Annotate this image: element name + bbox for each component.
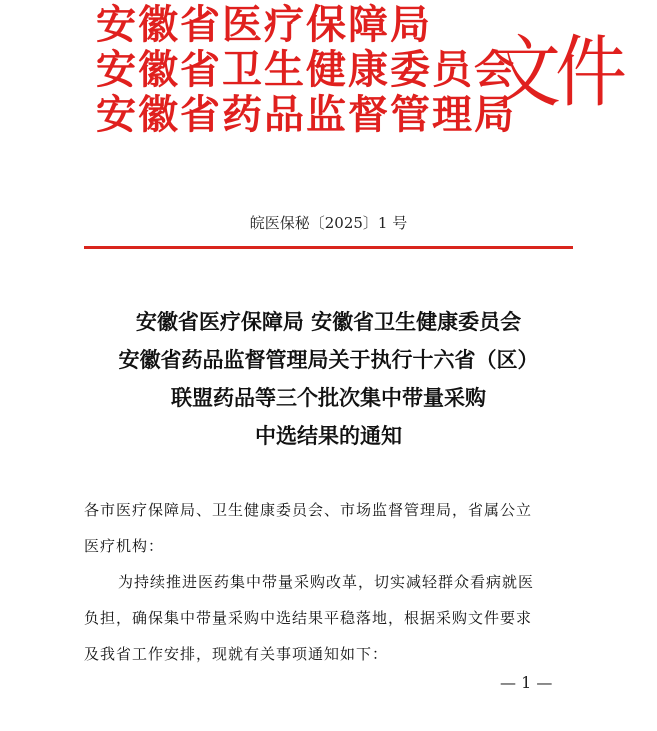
- issuer-name: 安徽省药品监督管理局: [96, 91, 516, 138]
- document-number: 皖医保秘〔2025〕1 号: [249, 214, 408, 232]
- paragraph-line: 为持续推进医药集中带量采购改革，切实减轻群众看病就医: [118, 573, 535, 591]
- page-number: — 1 —: [500, 673, 553, 692]
- recipients-line: 各市医疗保障局、卫生健康委员会、市场监督管理局，省属公立: [84, 501, 533, 519]
- document-body: [84, 492, 576, 672]
- title-line: 安徽省医疗保障局 安徽省卫生健康委员会: [135, 309, 522, 334]
- document-label: 文件: [489, 26, 622, 118]
- title-line: 安徽省药品监督管理局关于执行十六省（区）: [118, 347, 539, 372]
- issuer-name: 安徽省卫生健康委员会: [96, 46, 516, 93]
- paragraph-line: 负担，确保集中带量采购中选结果平稳落地，根据采购文件要求: [84, 609, 533, 627]
- issuer-header: [96, 2, 516, 137]
- paragraph-line: 及我省工作安排，现就有关事项通知如下：: [84, 645, 389, 663]
- title-line: 联盟药品等三个批次集中带量采购: [171, 385, 486, 410]
- recipients-line: 医疗机构：: [84, 537, 165, 555]
- title-line: 中选结果的通知: [255, 423, 402, 448]
- issuer-name: 安徽省医疗保障局: [96, 1, 432, 48]
- document-title: [40, 303, 617, 455]
- red-divider: [84, 246, 573, 249]
